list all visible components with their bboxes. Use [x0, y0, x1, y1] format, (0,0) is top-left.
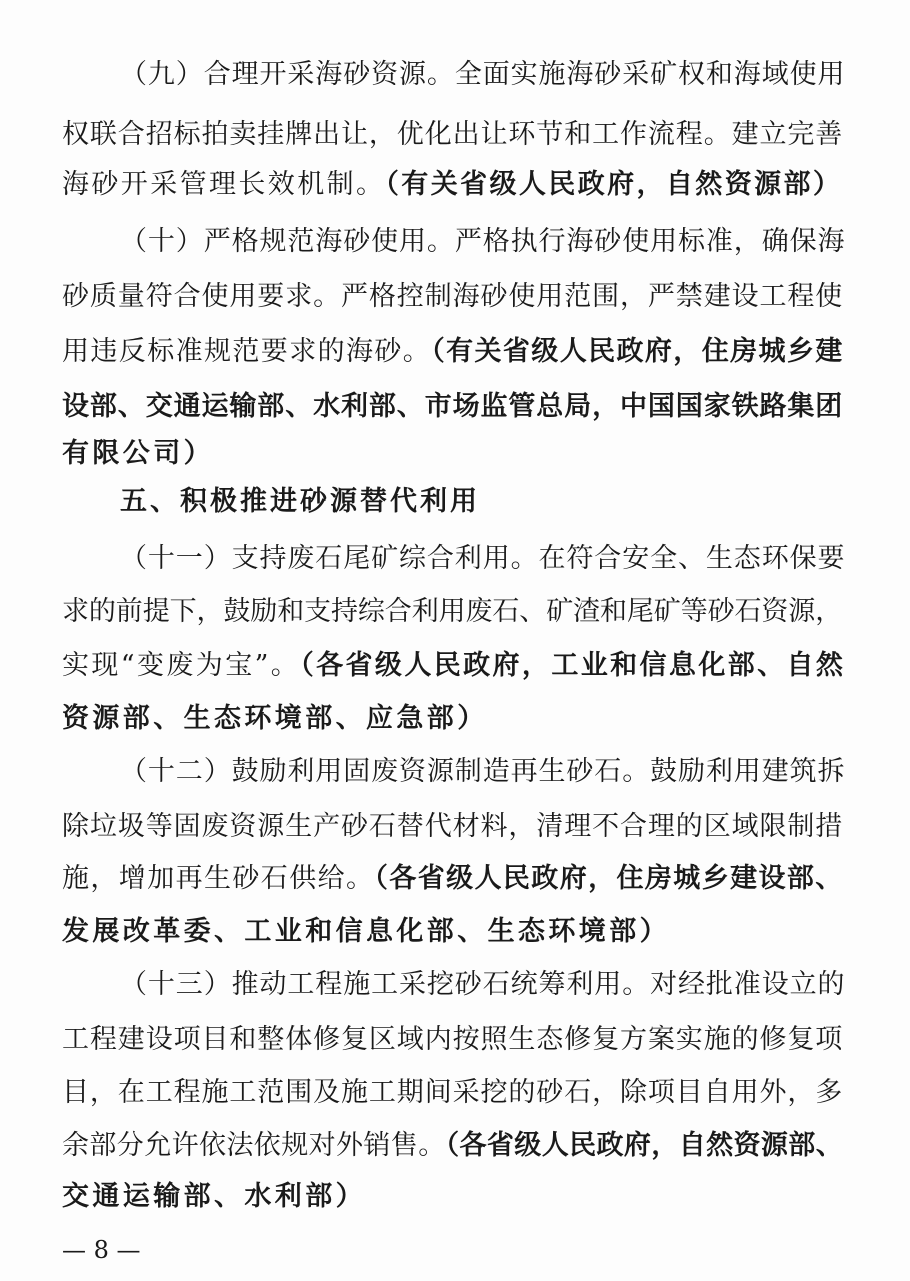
paragraph-12-text: 除垃圾等固废资源生产砂石替代材料，清理不合理的区域限制措	[62, 811, 844, 842]
paragraph-13-text: 目，在工程施工范围及施工期间采挖的砂石，除项目自用外，多	[62, 1077, 844, 1108]
paragraph-9-responsible: （有关省级人民政府，自然资源部）	[385, 169, 843, 200]
paragraph-10-text: 严格执行海砂使用标准，确保海	[454, 226, 846, 257]
paragraph-11-line-4	[62, 697, 852, 741]
paragraph-10-text: 用违反标准规范要求的海砂。	[62, 336, 432, 367]
paragraph-13-lead: （十三）推动工程施工采挖砂石统筹利用。	[120, 969, 651, 1000]
paragraph-12-line-2	[62, 805, 852, 849]
paragraph-12-responsible: 发展改革委、工业和信息化部、生态环境部）	[62, 916, 670, 947]
paragraph-13-line-3	[62, 1071, 852, 1115]
paragraph-11-text: 在符合安全、生态环保要	[538, 543, 846, 574]
paragraph-12-line-1	[120, 750, 852, 794]
paragraph-11-responsible: （各省级人民政府，工业和信息化部、自然	[300, 650, 846, 681]
paragraph-13-text: 工程建设项目和整体修复区域内按照生态修复方案实施的修复项	[62, 1024, 844, 1055]
paragraph-9-text: 权联合招标拍卖挂牌出让，优化出让环节和工作流程。建立完善	[62, 119, 844, 150]
paragraph-13-line-2	[62, 1018, 852, 1062]
paragraph-11-responsible: 资源部、生态环境部、应急部）	[62, 703, 488, 734]
paragraph-12-line-3	[62, 857, 852, 901]
paragraph-9-lead: （九）合理开采海砂资源。	[120, 59, 455, 90]
paragraph-13-line-4	[62, 1124, 852, 1168]
paragraph-10-text: 砂质量符合使用要求。严格控制海砂使用范围，严禁建设工程使	[62, 281, 844, 312]
paragraph-11-lead: （十一）支持废石尾矿综合利用。	[120, 543, 539, 574]
paragraph-10-line-1	[120, 220, 852, 264]
paragraph-11-line-1	[120, 537, 852, 581]
paragraph-9-text: 全面实施海砂采矿权和海域使用	[454, 59, 846, 90]
paragraph-9-line-1	[120, 53, 852, 97]
paragraph-12-line-4	[62, 910, 852, 954]
paragraph-9-text: 海砂开采管理长效机制。	[62, 169, 386, 200]
page-number: — 8 —	[62, 1236, 141, 1264]
paragraph-13-responsible: 交通运输部、水利部）	[62, 1181, 366, 1212]
paragraph-12-text: 施，增加再生砂石供给。	[62, 863, 375, 894]
section-heading: 五、积极推进砂源替代利用	[120, 486, 480, 517]
paragraph-11-text: 实现“变废为宝”。	[62, 650, 301, 681]
paragraph-11-text: 求的前提下，鼓励和支持综合利用废石、矿渣和尾矿等砂石资源，	[62, 596, 843, 627]
paragraph-10-responsible: 有限公司）	[62, 438, 214, 469]
paragraph-10-line-4	[62, 385, 852, 429]
paragraph-11-line-2	[62, 590, 852, 634]
paragraph-10-responsible: （有关省级人民政府，住房城乡建	[431, 336, 844, 367]
paragraph-13-line-5	[62, 1175, 852, 1219]
paragraph-10-line-3	[62, 330, 852, 374]
paragraph-13-responsible: （各省级人民政府，自然资源部、	[445, 1130, 844, 1161]
paragraph-9-line-3	[62, 163, 852, 207]
paragraph-12-text: 鼓励利用建筑拆	[650, 756, 846, 787]
paragraph-10-line-5	[62, 432, 852, 476]
paragraph-10-responsible: 设部、交通运输部、水利部、市场监管总局，中国国家铁路集团	[62, 391, 844, 422]
paragraph-9-line-2	[62, 113, 852, 157]
paragraph-12-lead: （十二）鼓励利用固废资源制造再生砂石。	[120, 756, 651, 787]
paragraph-13-line-1	[120, 963, 852, 1007]
paragraph-11-line-3	[62, 644, 852, 688]
paragraph-13-text: 余部分允许依法依规对外销售。	[62, 1130, 446, 1161]
paragraph-10-line-2	[62, 275, 852, 319]
paragraph-10-lead: （十）严格规范海砂使用。	[120, 226, 455, 257]
paragraph-12-responsible: （各省级人民政府，住房城乡建设部、	[374, 863, 844, 894]
paragraph-13-text: 对经批准设立的	[650, 969, 846, 1000]
